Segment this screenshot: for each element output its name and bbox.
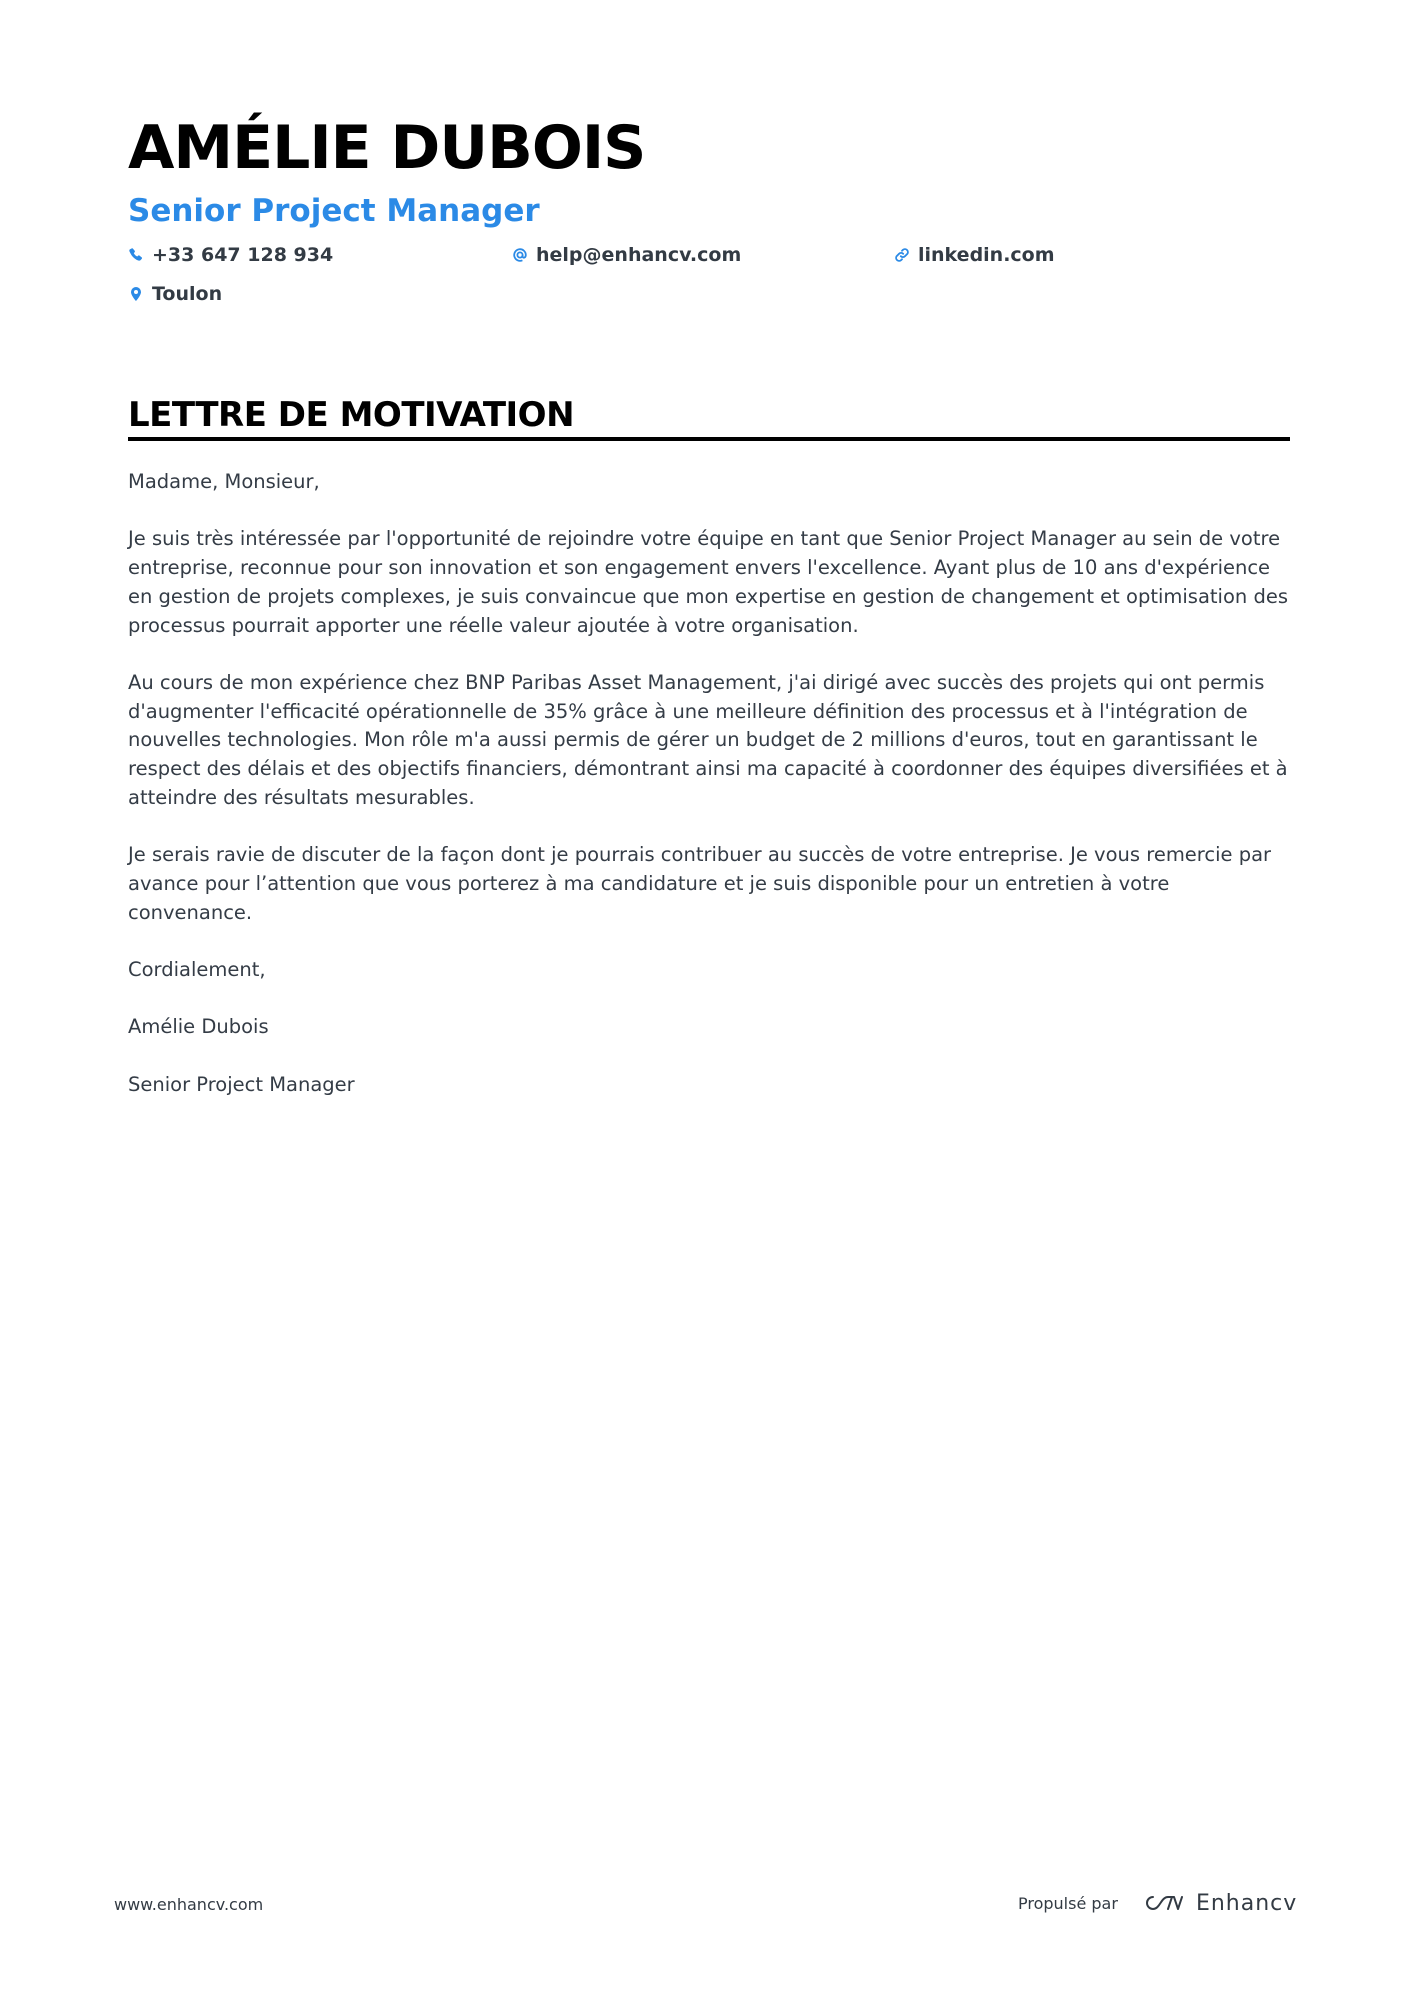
at-sign-icon (512, 247, 528, 263)
letter-closing: Cordialement, (128, 957, 266, 981)
letter-paragraph: Je suis très intéressée par l'opportunité de rejoindre votre équipe en tant que Senior Project Manager au sein de votre entreprise, reconnue pour son innovation et son engagement envers l'excellence. Ayant plus de 10 ans d'expérience en gestion de projets complexes, je suis convaincue que mon expertise en gestion de changement et optimisation des processus pourrait apporter une réelle valeur ajoutée à votre organisation. (128, 527, 1288, 637)
contact-email-text: help@enhancv.com (536, 244, 742, 266)
contact-email[interactable] (512, 242, 741, 268)
map-pin-icon (128, 286, 144, 302)
brand-name: Enhancv (1195, 1890, 1298, 1916)
section-title: LETTRE DE MOTIVATION (128, 395, 575, 435)
contact-phone (128, 242, 333, 268)
contact-location (128, 281, 222, 307)
powered-by-label: Propulsé par (1018, 1893, 1118, 1913)
enhancv-logo-icon (1140, 1891, 1184, 1915)
candidate-name: AMÉLIE DUBOIS (128, 113, 646, 183)
link-icon (894, 247, 910, 263)
letter-body (128, 468, 1290, 1128)
contact-phone-text: +33 647 128 934 (152, 244, 334, 266)
letter-paragraph: Au cours de mon expérience chez BNP Paribas Asset Management, j'ai dirigé avec succès des projets qui ont permis d'augmenter l'efficacité opérationnelle de 35% grâce à une meilleure définition des processus et à l'intégration de nouvelles technologies. Mon rôle m'a aussi permis de gérer un budget de 2 millions d'euros, tout en garantissant le respect des délais et des objectifs financiers, démontrant ainsi ma capacité à coordonner des équipes diversifiées et à atteindre des résultats mesurables. (128, 670, 1288, 809)
contact-location-text: Toulon (152, 283, 223, 305)
footer-website[interactable]: www.enhancv.com (114, 1895, 264, 1914)
footer-powered-by[interactable] (1018, 1888, 1297, 1918)
signature-name: Amélie Dubois (128, 1015, 269, 1039)
contact-link-text: linkedin.com (918, 244, 1055, 266)
candidate-title: Senior Project Manager (128, 193, 540, 229)
contact-link[interactable] (894, 242, 1055, 268)
letter-paragraph: Je serais ravie de discuter de la façon dont je pourrais contribuer au succès de votre entreprise. Je vous remercie par avance pour l’attention que vous porterez à ma candidature et je suis disponible pour un entretien à votre convenance. (128, 843, 1272, 924)
letter-salutation: Madame, Monsieur, (128, 470, 320, 493)
phone-icon (128, 247, 144, 263)
signature-title: Senior Project Manager (128, 1072, 355, 1096)
section-divider (128, 437, 1290, 441)
